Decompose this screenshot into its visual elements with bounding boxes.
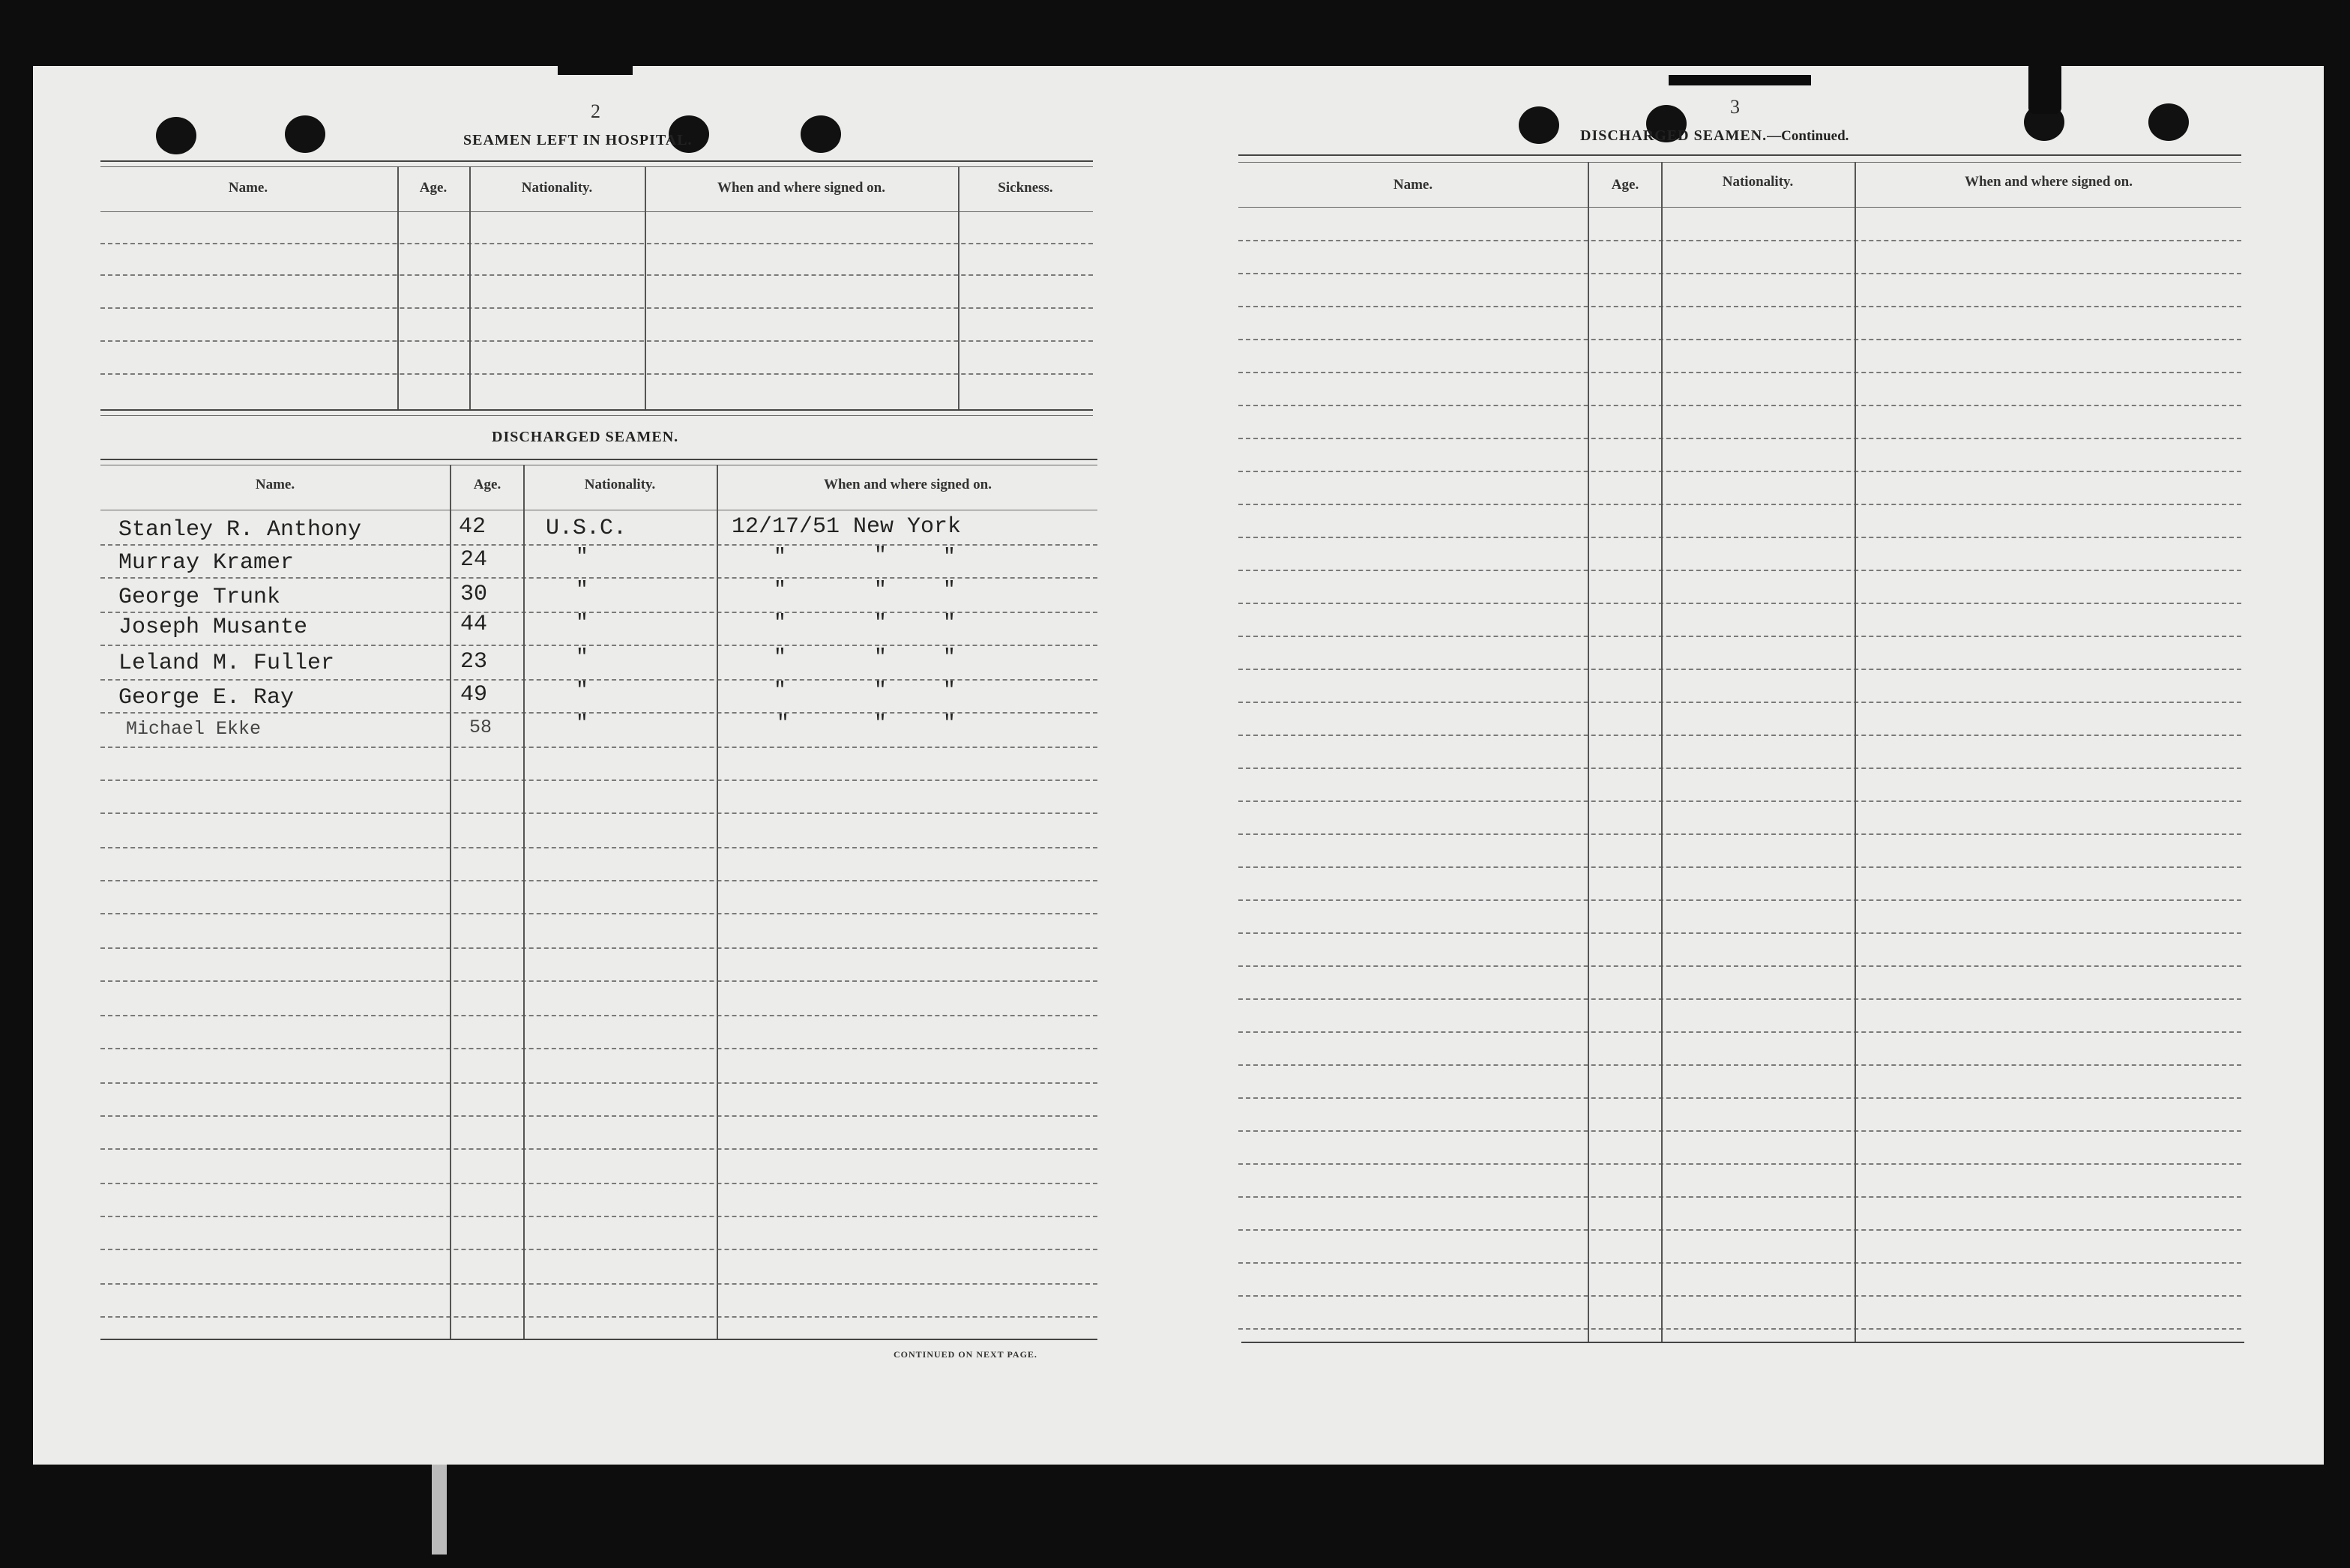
ditto-mark: " bbox=[943, 546, 956, 569]
ditto-mark: " bbox=[943, 646, 956, 669]
title-suffix: —Continued. bbox=[1767, 128, 1849, 144]
discharged-continued-title bbox=[1580, 127, 1849, 145]
col-header-sickness: Sickness. bbox=[998, 180, 1053, 196]
seaman-name: Stanley R. Anthony bbox=[118, 517, 362, 543]
row-rule bbox=[1238, 570, 2241, 571]
row-rule bbox=[1238, 735, 2241, 736]
row-rule bbox=[1238, 1328, 2241, 1330]
rule bbox=[100, 166, 1093, 167]
row-rule bbox=[100, 340, 1093, 342]
seaman-name: Murray Kramer bbox=[118, 550, 295, 576]
ditto-mark: " bbox=[576, 546, 588, 569]
row-rule bbox=[1238, 899, 2241, 901]
page-number: 2 bbox=[591, 100, 600, 122]
seaman-age: 44 bbox=[460, 612, 488, 637]
row-rule bbox=[100, 274, 1093, 276]
row-rule bbox=[100, 1115, 1097, 1117]
row-rule bbox=[100, 947, 1097, 949]
row-rule bbox=[1238, 932, 2241, 934]
col-header-signed-on: When and where signed on. bbox=[1964, 174, 2133, 190]
row-rule bbox=[100, 1183, 1097, 1184]
row-rule bbox=[100, 1249, 1097, 1250]
ditto-mark: " bbox=[576, 579, 588, 602]
col-header-signed-on: When and where signed on. bbox=[717, 180, 885, 196]
hospital-section-title: SEAMEN LEFT IN HOSPITAL. bbox=[463, 132, 693, 148]
row-rule bbox=[1238, 1262, 2241, 1264]
row-rule bbox=[100, 880, 1097, 881]
seaman-age: 30 bbox=[460, 582, 488, 607]
ditto-mark: " bbox=[576, 612, 588, 635]
seaman-age: 42 bbox=[459, 514, 486, 540]
row-rule bbox=[1238, 1229, 2241, 1231]
row-rule bbox=[100, 812, 1097, 814]
col-header-age: Age. bbox=[419, 180, 448, 196]
row-rule bbox=[1238, 1130, 2241, 1132]
torn-mark bbox=[432, 1465, 447, 1555]
rule bbox=[100, 415, 1093, 416]
ditto-mark: " bbox=[874, 646, 887, 669]
ditto-mark: " bbox=[874, 612, 887, 635]
row-rule bbox=[1238, 1064, 2241, 1066]
col-rule bbox=[1855, 162, 1856, 1342]
col-rule bbox=[958, 166, 959, 409]
row-rule bbox=[1238, 1295, 2241, 1297]
ditto-mark: " bbox=[576, 712, 588, 735]
col-header-age: Age. bbox=[1611, 177, 1639, 193]
row-rule bbox=[1238, 1097, 2241, 1099]
row-rule bbox=[1238, 405, 2241, 406]
ditto-mark: " bbox=[777, 712, 789, 735]
rule bbox=[1241, 1342, 2244, 1343]
ditto-mark: " bbox=[874, 712, 887, 735]
row-rule bbox=[1238, 965, 2241, 967]
row-rule bbox=[100, 1316, 1097, 1318]
rule bbox=[100, 409, 1093, 411]
torn-mark bbox=[558, 64, 633, 75]
row-rule bbox=[1238, 636, 2241, 637]
row-rule bbox=[1238, 833, 2241, 835]
row-rule bbox=[1238, 537, 2241, 538]
row-rule bbox=[1238, 1196, 2241, 1198]
ditto-mark: " bbox=[943, 712, 956, 735]
seaman-name: George E. Ray bbox=[118, 685, 295, 711]
col-header-age: Age. bbox=[473, 477, 501, 492]
col-header-name: Name. bbox=[228, 180, 268, 196]
punch-hole bbox=[156, 117, 196, 154]
row-rule bbox=[100, 1015, 1097, 1016]
row-rule bbox=[1238, 471, 2241, 472]
rule bbox=[100, 211, 1093, 212]
ditto-mark: " bbox=[774, 546, 786, 569]
row-rule bbox=[1238, 339, 2241, 340]
ditto-mark: " bbox=[943, 612, 956, 635]
seaman-age: 49 bbox=[460, 682, 488, 708]
ditto-mark: " bbox=[943, 579, 956, 602]
punch-hole bbox=[1519, 106, 1559, 144]
col-rule bbox=[469, 166, 471, 409]
title-text: DISCHARGED SEAMEN. bbox=[1580, 127, 1768, 144]
row-rule bbox=[1238, 504, 2241, 505]
row-rule bbox=[1238, 372, 2241, 373]
row-rule bbox=[1238, 273, 2241, 274]
col-rule bbox=[523, 465, 525, 1339]
seaman-name: Michael Ekke bbox=[126, 718, 262, 740]
row-rule bbox=[100, 373, 1093, 375]
punch-hole bbox=[801, 115, 841, 153]
row-rule bbox=[100, 1283, 1097, 1285]
row-rule bbox=[1238, 702, 2241, 703]
ditto-mark: " bbox=[943, 679, 956, 702]
rule bbox=[1238, 207, 2241, 208]
row-rule bbox=[100, 980, 1097, 982]
seaman-name: Leland M. Fuller bbox=[118, 651, 335, 676]
row-rule bbox=[100, 307, 1093, 309]
col-header-nationality: Nationality. bbox=[1722, 174, 1794, 190]
col-header-name: Name. bbox=[255, 477, 295, 492]
col-rule bbox=[397, 166, 399, 409]
row-rule bbox=[1238, 998, 2241, 1000]
seaman-nationality: U.S.C. bbox=[546, 516, 627, 541]
rule bbox=[100, 160, 1093, 162]
row-rule bbox=[1238, 1163, 2241, 1165]
ditto-mark: " bbox=[874, 579, 887, 602]
col-rule bbox=[1588, 162, 1589, 1342]
row-rule bbox=[100, 847, 1097, 848]
col-header-name: Name. bbox=[1393, 177, 1433, 193]
row-rule bbox=[1238, 1031, 2241, 1033]
ditto-mark: " bbox=[774, 679, 786, 702]
ditto-mark: " bbox=[774, 646, 786, 669]
row-rule bbox=[100, 1048, 1097, 1049]
row-rule bbox=[1238, 800, 2241, 802]
ditto-mark: " bbox=[874, 679, 887, 702]
col-rule bbox=[450, 465, 451, 1339]
col-header-nationality: Nationality. bbox=[521, 180, 593, 196]
punch-hole bbox=[2148, 103, 2189, 141]
ditto-mark: " bbox=[774, 579, 786, 602]
row-rule bbox=[100, 243, 1093, 244]
row-rule bbox=[1238, 306, 2241, 307]
ditto-mark: " bbox=[774, 612, 786, 635]
seaman-age: 24 bbox=[460, 547, 488, 573]
row-rule bbox=[100, 913, 1097, 914]
row-rule bbox=[1238, 603, 2241, 604]
row-rule bbox=[100, 1216, 1097, 1217]
rule bbox=[1238, 162, 2241, 163]
continued-note: CONTINUED ON NEXT PAGE. bbox=[894, 1349, 1037, 1360]
seaman-name: Joseph Musante bbox=[118, 615, 308, 640]
col-rule bbox=[1661, 162, 1663, 1342]
seaman-name: George Trunk bbox=[118, 585, 281, 610]
ditto-mark: " bbox=[576, 646, 588, 669]
row-rule bbox=[100, 1082, 1097, 1084]
row-rule bbox=[1238, 768, 2241, 769]
rule bbox=[100, 459, 1097, 460]
torn-mark bbox=[1669, 75, 1811, 85]
col-rule bbox=[717, 465, 718, 1339]
rule bbox=[100, 1339, 1097, 1340]
row-rule bbox=[1238, 669, 2241, 670]
col-header-nationality: Nationality. bbox=[584, 477, 656, 492]
torn-mark bbox=[2028, 61, 2061, 114]
row-rule bbox=[100, 1148, 1097, 1150]
col-rule bbox=[645, 166, 646, 409]
row-rule bbox=[100, 747, 1097, 748]
rule bbox=[1238, 154, 2241, 156]
row-rule bbox=[100, 780, 1097, 781]
col-header-signed-on: When and where signed on. bbox=[823, 477, 992, 492]
seaman-age: 58 bbox=[469, 717, 492, 738]
row-rule bbox=[1238, 438, 2241, 439]
row-rule bbox=[1238, 240, 2241, 241]
row-rule bbox=[1238, 866, 2241, 868]
page-number: 3 bbox=[1730, 96, 1740, 118]
ditto-mark: " bbox=[874, 544, 887, 567]
seaman-signed-on: 12/17/51 New York bbox=[732, 514, 962, 540]
ditto-mark: " bbox=[576, 679, 588, 702]
punch-hole bbox=[285, 115, 325, 153]
seaman-age: 23 bbox=[460, 649, 488, 675]
discharged-section-title: DISCHARGED SEAMEN. bbox=[492, 429, 679, 445]
